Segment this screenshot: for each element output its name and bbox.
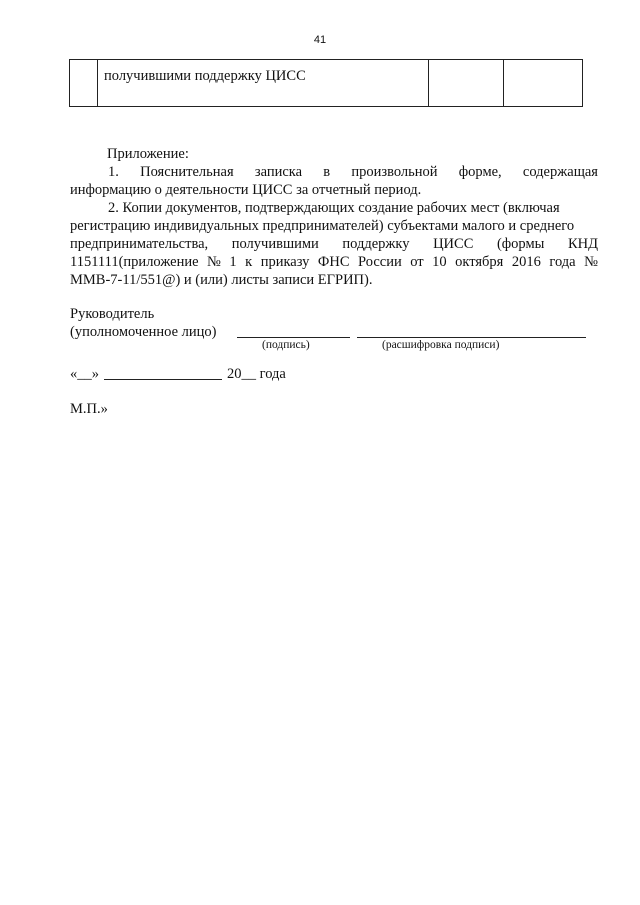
appendix-item-2-line-1: 2. Копии документов, подтверждающих создание рабочих мест (включая <box>108 200 560 216</box>
justified-word: получившими <box>231 236 319 252</box>
justified-word: 1. <box>108 164 119 180</box>
justified-word: года <box>549 254 576 270</box>
justified-word: предпринимательства, <box>70 236 209 252</box>
justified-word: 1 <box>229 254 237 270</box>
stamp-place: М.П.» <box>70 401 108 417</box>
table-cell-text: получившими поддержку ЦИСС <box>104 68 306 84</box>
justified-word: форме, <box>458 164 502 180</box>
table-column-divider <box>503 60 504 106</box>
appendix-heading: Приложение: <box>107 146 189 162</box>
table-column-divider <box>97 60 98 106</box>
justified-word: к <box>245 254 253 270</box>
signature-line <box>237 337 350 338</box>
justified-word: 1151111(приложение <box>70 254 199 270</box>
table-fragment <box>69 59 583 107</box>
justified-word: № <box>584 254 598 270</box>
signatory-subtitle: (уполномоченное лицо) <box>70 324 217 340</box>
appendix-item-1-line-1 <box>108 163 598 181</box>
table-column-divider <box>428 60 429 106</box>
appendix-item-2-line-4 <box>70 253 598 271</box>
date-day: «__» <box>70 366 99 382</box>
appendix-item-2-line-5: ММВ-7-11/551@) и (или) листы записи ЕГРИП). <box>70 272 373 288</box>
signature-decoding-line <box>357 337 586 338</box>
justified-word: ФНС <box>317 254 350 270</box>
signatory-title: Руководитель <box>70 306 155 322</box>
justified-word: записка <box>254 164 303 180</box>
appendix-item-2-line-2: регистрацию индивидуальных предпринимателей) субъектами малого и среднего <box>70 218 575 234</box>
justified-word: Пояснительная <box>140 164 234 180</box>
date-year: 20__ года <box>227 366 286 382</box>
justified-word: 10 <box>432 254 447 270</box>
justified-word: произвольной <box>351 164 438 180</box>
justified-word: России <box>358 254 402 270</box>
date-month-line <box>104 379 222 380</box>
justified-word: приказу <box>260 254 310 270</box>
justified-word: поддержку <box>342 236 410 252</box>
signature-decoding-caption: (расшифровка подписи) <box>382 339 500 351</box>
justified-word: от <box>410 254 424 270</box>
appendix-item-2-line-3 <box>70 235 598 253</box>
justified-word: КНД <box>567 236 598 252</box>
page-number: 41 <box>313 34 327 46</box>
justified-word: 2016 <box>511 254 541 270</box>
justified-word: октября <box>455 254 504 270</box>
justified-word: ЦИСС <box>433 236 474 252</box>
justified-word: в <box>323 164 331 180</box>
appendix-item-1-line-2: информацию о деятельности ЦИСС за отчетный период. <box>70 182 422 198</box>
signature-caption: (подпись) <box>262 339 310 351</box>
justified-word: содержащая <box>522 164 598 180</box>
justified-word: (формы <box>496 236 545 252</box>
justified-word: № <box>207 254 221 270</box>
